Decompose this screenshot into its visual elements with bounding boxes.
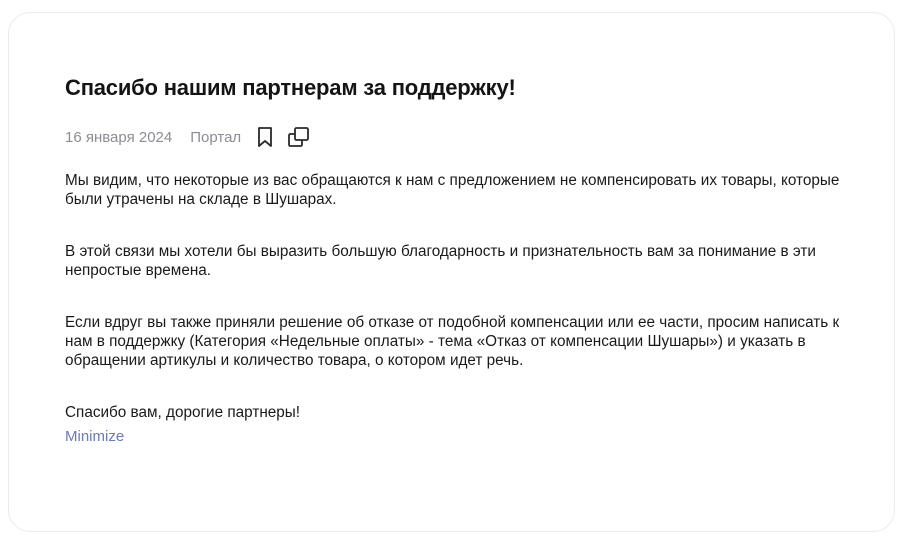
minimize-link[interactable]: Minimize [65,428,125,445]
bookmark-icon[interactable] [251,123,279,151]
article-paragraph-2: В этой связи мы хотели бы выразить большую благодарность и признательность вам за понимание в эти непростые времена. [65,243,816,279]
article-paragraph-1: Мы видим, что некоторые из вас обращаются к нам с предложением не компенсировать их товары, которые были утрачены на складе в Шушарах. [65,172,840,208]
article-date: 16 января 2024 [65,128,173,146]
article-content [65,73,855,448]
article-paragraph-3: Если вдруг вы также приняли решение об отказе от подобной компенсации или ее части, просим написать к нам в поддержку (Категория «Недельные оплаты» - тема «Отказ от компенсации Шушары») и указать в обращении артикулы и количество товара, о котором идет речь. [65,314,840,369]
article-body [65,171,855,422]
article-meta [65,123,855,151]
article-paragraph-4: Спасибо вам, дорогие партнеры! [65,404,301,421]
article-source[interactable]: Портал [190,128,242,146]
news-card [8,12,895,532]
article-title: Спасибо нашим партнерам за поддержку! [65,75,516,100]
copy-icon[interactable] [285,123,313,151]
